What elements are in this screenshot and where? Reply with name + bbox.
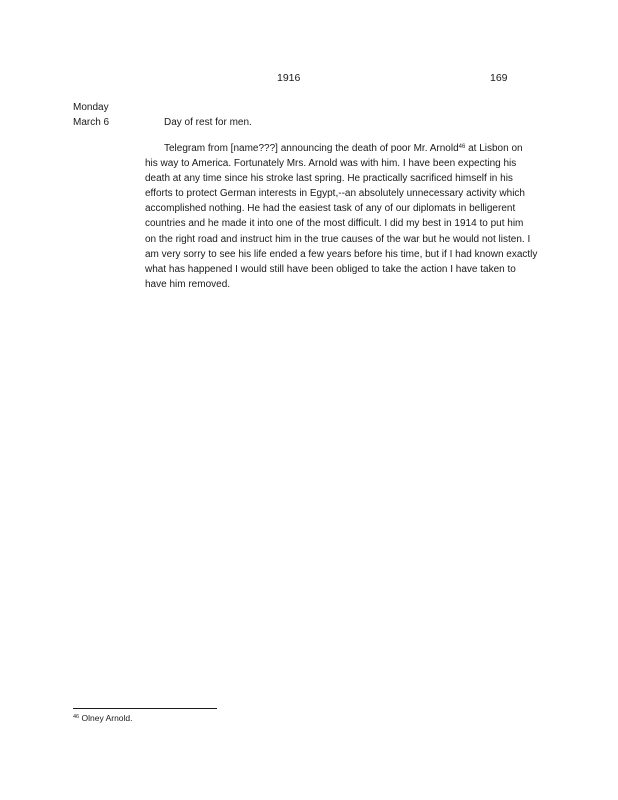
footnote-reference: 46	[458, 144, 466, 150]
entry-day: Monday	[73, 102, 109, 113]
paragraph-line: on the right road and instruct him in the true causes of the war but he would not listen. I	[145, 233, 531, 245]
paragraph-line: countries and he made it into one of the most difficult. I did my best in 1914 to put him	[145, 218, 524, 230]
paragraph-line: his way to America. Fortunately Mrs. Arnold was with him. I have been expecting his	[145, 158, 517, 170]
running-header-year: 1916	[277, 72, 301, 84]
entry-first-line: Day of rest for men.	[164, 117, 252, 128]
entry-date: March 6	[73, 117, 110, 128]
paragraph-line: efforts to protect German interests in Egypt,--an absolutely unnecessary activity which	[145, 188, 525, 200]
paragraph-line: am very sorry to see his life ended a few years before his time, but if I had known exactly	[145, 248, 538, 260]
paragraph-text: at Lisbon on	[465, 143, 523, 154]
page-number: 169	[490, 72, 508, 84]
footnote-number: 46	[73, 714, 80, 720]
paragraph-line: what has happened I would still have been obliged to take the action I have taken to	[145, 263, 516, 275]
footnote	[73, 713, 133, 724]
paragraph-line	[145, 141, 531, 156]
paragraph-line: death at any time since his stroke last spring. He practically sacrificed himself in his	[145, 173, 513, 185]
paragraph-line: have him removed.	[145, 278, 231, 290]
entry-paragraph	[145, 141, 538, 292]
footnote-text: Olney Arnold.	[79, 713, 133, 723]
paragraph-text: Telegram from [name???] announcing the death of poor Mr. Arnold	[164, 143, 459, 154]
paragraph-line: accomplished nothing. He had the easiest task of any of our diplomats in belligerent	[145, 203, 516, 215]
footnote-separator	[73, 708, 217, 709]
